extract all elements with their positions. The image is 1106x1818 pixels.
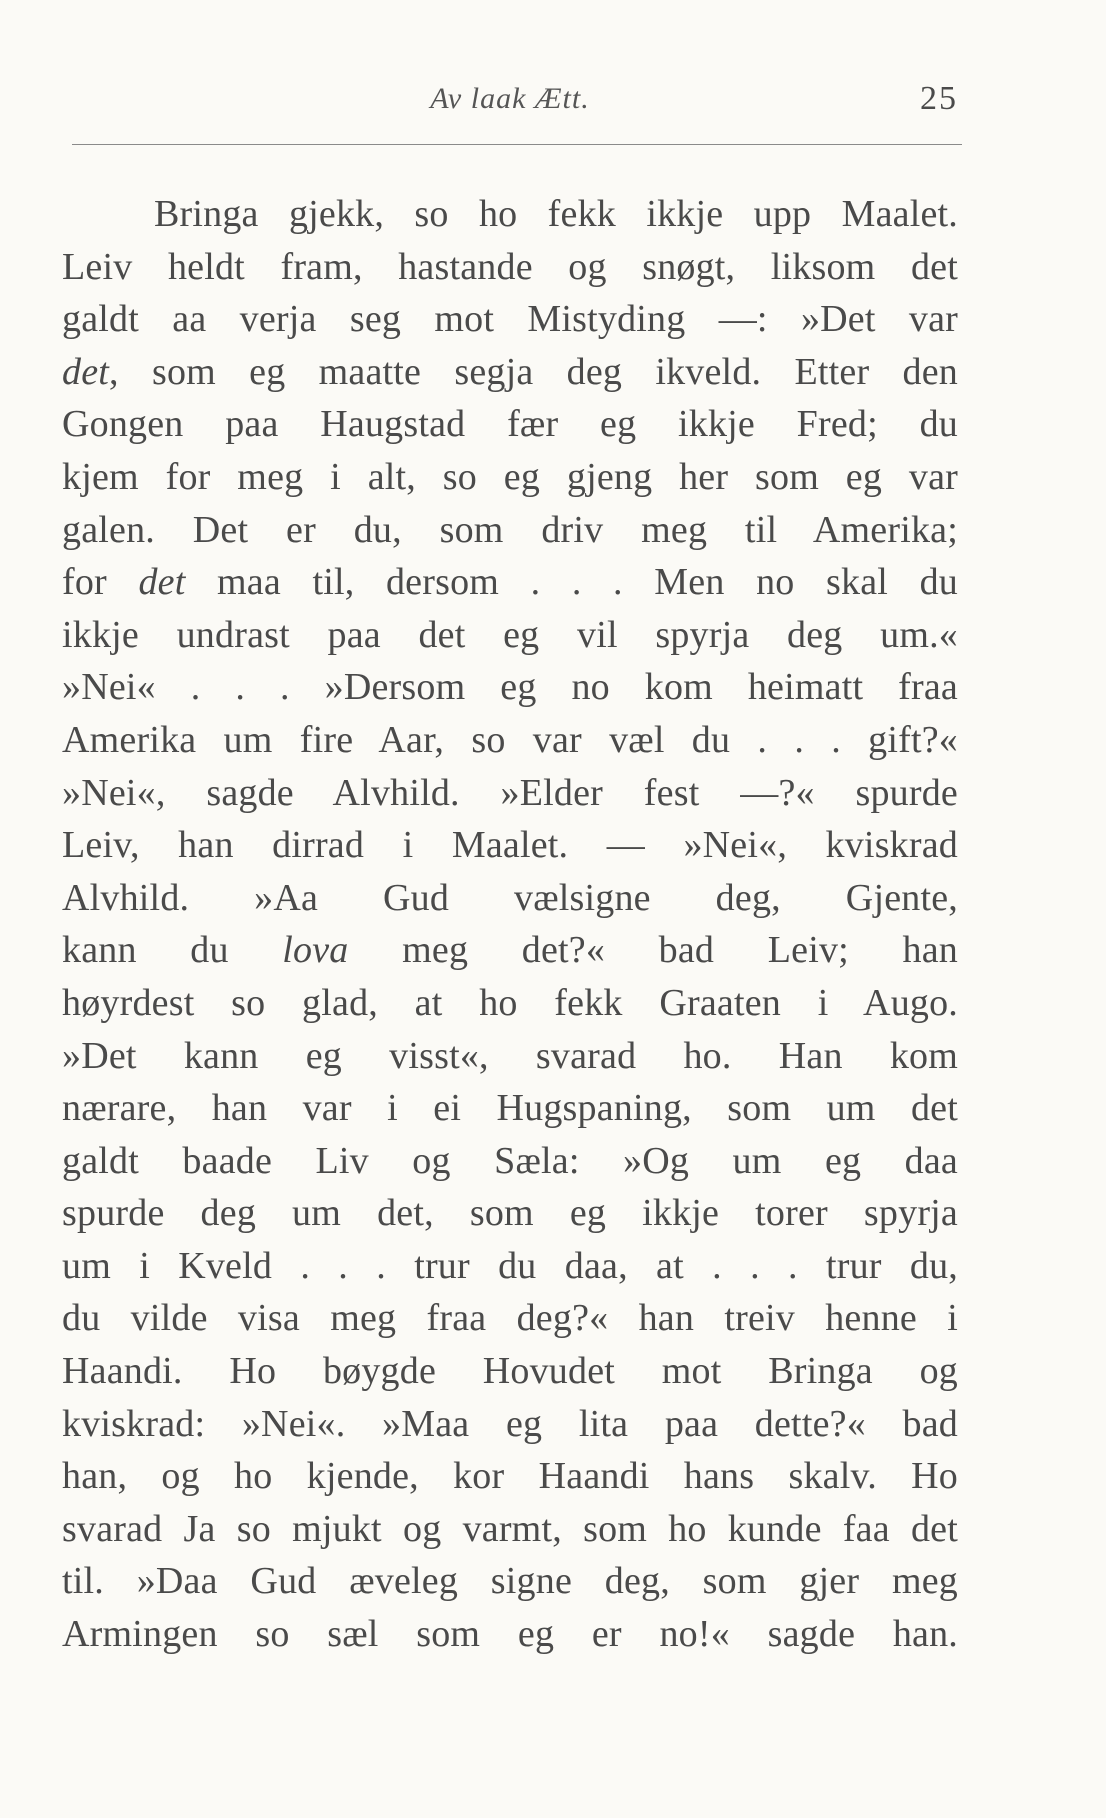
text-line: det, som eg maatte segja deg ikveld. Etter den: [62, 350, 958, 393]
text-line: »Nei« . . . »Dersom eg no kom heimatt fraa: [62, 666, 958, 709]
text-line: han, og ho kjende, kor Haandi hans skalv. Ho: [62, 1455, 958, 1498]
text-line: svarad Ja so mjukt og varmt, som ho kunde faa det: [62, 1507, 958, 1550]
text-line: du vilde visa meg fraa deg?« han treiv henne i: [62, 1297, 958, 1340]
text-line: for det maa til, dersom . . . Men no skal du: [62, 561, 958, 604]
text-line: um i Kveld . . . trur du daa, at . . . trur du,: [62, 1244, 958, 1287]
text-line: galdt baade Liv og Sæla: »Og um eg daa: [62, 1139, 958, 1182]
text-line: galdt aa verja seg mot Mistyding —: »Det var: [62, 298, 958, 341]
text-line: kviskrad: »Nei«. »Maa eg lita paa dette?« bad: [62, 1402, 958, 1445]
text-line: Bringa gjekk, so ho fekk ikkje upp Maalet.: [154, 193, 958, 235]
text-line: til. »Daa Gud æveleg signe deg, som gjer meg: [62, 1560, 958, 1603]
text-line: Haandi. Ho bøygde Hovudet mot Bringa og: [62, 1350, 958, 1393]
text-line: kjem for meg i alt, so eg gjeng her som eg var: [62, 455, 958, 498]
text-line: Amerika um fire Aar, so var væl du . . . gift?«: [62, 718, 958, 761]
running-title: Av laak Ætt.: [430, 82, 590, 115]
text-line: ikkje undrast paa det eg vil spyrja deg um.«: [62, 613, 958, 656]
header-rule: [72, 144, 962, 145]
text-line: spurde deg um det, som eg ikkje torer spyrja: [62, 1192, 958, 1235]
text-line: Gongen paa Haugstad fær eg ikkje Fred; du: [62, 403, 958, 446]
text-line: »Nei«, sagde Alvhild. »Elder fest —?« spurde: [62, 771, 958, 814]
text-line: kann du lova meg det?« bad Leiv; han: [62, 929, 958, 972]
text-line: »Det kann eg visst«, svarad ho. Han kom: [62, 1034, 958, 1077]
text-line: nærare, han var i ei Hugspaning, som um det: [62, 1087, 958, 1130]
body-text: [62, 188, 958, 1661]
text-line: Leiv heldt fram, hastande og snøgt, liksom det: [62, 245, 958, 288]
text-line: galen. Det er du, som driv meg til Amerika;: [62, 508, 958, 551]
running-head: [62, 82, 958, 126]
text-line: Armingen so sæl som eg er no!« sagde han.: [62, 1613, 958, 1656]
text-line: Alvhild. »Aa Gud vælsigne deg, Gjente,: [62, 876, 958, 919]
page-number: 25: [920, 80, 958, 117]
text-line: Leiv, han dirrad i Maalet. — »Nei«, kviskrad: [62, 824, 958, 867]
text-line: høyrdest so glad, at ho fekk Graaten i Augo.: [62, 981, 958, 1024]
